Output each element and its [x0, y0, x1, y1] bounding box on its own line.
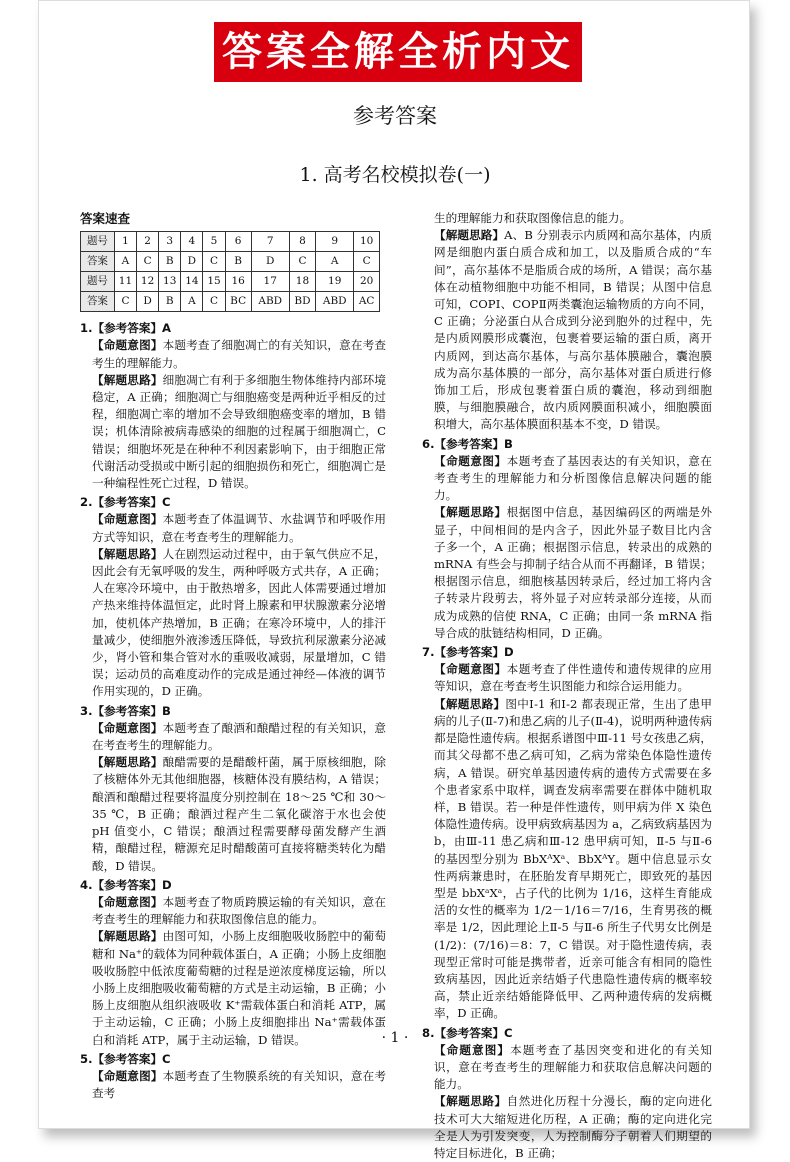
intent-label: 【命题意图】 [92, 1068, 163, 1083]
table-cell: 12 [137, 272, 159, 292]
intent-text: 本题考查了基因突变和进化的有关知识，意在考查考生的理解能力和获取信息解决问题的能力。 [434, 1042, 712, 1092]
table-cell: 答案 [81, 292, 115, 312]
table-cell: A [181, 292, 203, 312]
explanation-paragraph [80, 372, 386, 492]
intent-continuation: 生的理解能力和获取图像信息的能力。 [434, 211, 632, 225]
page-number: · 1 · [381, 1030, 409, 1046]
explanation-paragraph [422, 1093, 712, 1162]
intent-paragraph [422, 1042, 712, 1094]
table-cell: 14 [181, 272, 203, 292]
table-cell: 7 [251, 232, 289, 252]
table-cell: 3 [159, 232, 181, 252]
intent-label: 【命题意图】 [92, 720, 163, 735]
explanation-text: 酿醋需要的是醋酸杆菌，属于原核细胞，除了核糖体外无其他细胞器，核糖体没有膜结构，A 错误；酿酒和酿醋过程要将温度分别控制在 18～25 ℃和 30～35 ℃，B 正确；酿酒过程产生二氧化碳溶于水也会使 pH 值变小，C 错误；酿酒过程需要酵母菌发酵产生酒精，酿醋过程，糖源充足时醋酸菌可直接将糖类转化为醋酸，D 错误。 [92, 755, 386, 873]
intent-text: 本题考查了体温调节、水盐调节和呼吸作用方式等知识，意在考查考生的理解能力。 [92, 512, 386, 544]
explanation-paragraph [422, 696, 712, 1023]
table-cell: C [203, 252, 225, 272]
table-cell: 15 [203, 272, 225, 292]
table-cell: B [225, 252, 251, 272]
table-cell: C [114, 292, 136, 312]
table-row [81, 232, 380, 252]
explanation-paragraph [80, 546, 386, 701]
table-cell: C [137, 252, 159, 272]
table-cell: 1 [114, 232, 136, 252]
intent-label: 【命题意图】 [434, 662, 507, 677]
table-cell: A [316, 252, 354, 272]
table-cell: 4 [181, 232, 203, 252]
explanation-text: 图中Ⅰ-1 和Ⅰ-2 都表现正常，生出了患甲病的儿子(Ⅱ-7)和患乙病的儿子(Ⅱ-4)，说明两种遗传病都是隐性遗传病。根据系谱图中Ⅲ-11 号女孩患乙病，而其父母都不患乙病可知，乙病为常染色体隐性遗传病，A 错误。研究单基因遗传病的遗传方式需要在多个患者家系中取样，调查发病率需要在群体中随机取样，B 错误。若一种是伴性遗传，则甲病为伴 X 染色体隐性遗传病。设甲病致病基因为 a，乙病致病基因为 b，由Ⅲ-11 患乙病和Ⅲ-12 患甲病可知，Ⅱ-5 与Ⅱ-6 的基因型分别为 BbXᴬXᵃ、BbXᴬY。题中信息显示女性两病兼患时，在胚胎发育早期死亡，即致死的基因型是 bbXᵃXᵃ，占子代的比例为 1/16，这样生育能成活的女性的概率为 1/2－1/16＝7/16，生育男孩的概率是 1/2，因此理论上Ⅱ-5 与Ⅱ-6 所生子代男女比例是(1/2)：(7/16)＝8：7，C 错误。对于隐性遗传病，表现型正常时可能是携带者，近亲可能含有相同的隐性致病基因，因此近亲结婚子代患隐性遗传病的概率较高，禁止近亲结婚能降低甲、乙两种遗传病的发病概率，D 正确。 [434, 696, 712, 1021]
intent-label: 【命题意图】 [434, 1042, 511, 1057]
table-cell: C [354, 252, 380, 272]
table-cell: ABD [251, 292, 289, 312]
explanation-text: 细胞凋亡有利于多细胞生物体维持内部环境稳定，A 正确；细胞凋亡与细胞癌变是两种近乎相反的过程，细胞凋亡率的增加不会导致细胞癌变率的增加，B 错误；机体清除被病毒感染的细胞的过程属于细胞凋亡，C 错误；细胞坏死是在种种不利因素影响下，由于细胞正常代谢活动受损或中断引起的细胞损伤和死亡，细胞凋亡是一种编程性死亡过程，D 错误。 [92, 372, 386, 491]
table-row [81, 292, 380, 312]
table-cell: 6 [225, 232, 251, 252]
answer-heading: 7.【参考答案】D [422, 645, 514, 660]
explanation-text: 人在剧烈运动过程中，由于氧气供应不足，因此会有无氧呼吸的发生，两种呼吸方式共存，A 正确；人在寒冷环境中，由于散热增多，因此人体需要通过增加产热来维持体温恒定，此时肾上腺素和甲状腺激素分泌增加，使机体产热增加，B 正确；在寒冷环境中，人的排汗量减少，使细胞外液渗透压降低，导致抗利尿激素分泌减少，肾小管和集合管对水的重吸收减弱，尿量增加，C 错误；运动员的高难度动作的完成是通过神经—体液的调节作用实现的，D 正确。 [92, 546, 386, 699]
intent-text: 本题考查了细胞凋亡的有关知识，意在考查考生的理解能力。 [92, 338, 386, 370]
answer-heading: 8.【参考答案】C [422, 1025, 513, 1040]
right-column [422, 210, 712, 1162]
intent-paragraph [80, 511, 386, 545]
explanation-label: 【解题思路】 [434, 228, 505, 243]
table-cell: B [159, 292, 181, 312]
table-cell: B [159, 252, 181, 272]
intent-paragraph [80, 894, 386, 928]
table-cell: 2 [137, 232, 159, 252]
table-cell: 题号 [81, 232, 115, 252]
exam-subtitle: 1. 高考名校模拟卷(一) [299, 164, 491, 186]
table-cell: BD [289, 292, 315, 312]
answer-heading: 4.【参考答案】D [80, 877, 172, 892]
explanation-label: 【解题思路】 [92, 372, 163, 387]
quick-answer-table [80, 231, 380, 312]
explanation-text: 自然进化历程十分漫长，酶的定向进化技术可大大缩短进化历程，A 正确；酶的定向进化完全是人为引发突变，人为控制酶分子朝着人们期望的特定目标进化，B 正确； [434, 1094, 712, 1160]
explanation-paragraph [422, 227, 712, 433]
table-cell: 5 [203, 232, 225, 252]
explanation-text: 由图可知，小肠上皮细胞吸收肠腔中的葡萄糖和 Na⁺的载体为同种载体蛋白，A 正确；小肠上皮细胞吸收肠腔中低浓度葡萄糖的过程是逆浓度梯度运输，所以小肠上皮细胞吸收葡萄糖的方式是主动运输，B 正确；小肠上皮细胞从组织液吸收 K⁺需载体蛋白和消耗 ATP，属于主动运输，C 正确；小肠上皮细胞排出 Na⁺需载体蛋白和消耗 ATP，属于主动运输，D 错误。 [92, 929, 386, 1047]
explanation-paragraph [80, 754, 386, 874]
intent-paragraph [80, 720, 386, 754]
table-cell: 17 [251, 272, 289, 292]
answer-heading: 5.【参考答案】C [80, 1051, 171, 1066]
table-cell: D [181, 252, 203, 272]
intent-label: 【命题意图】 [92, 512, 163, 527]
table-cell: 8 [289, 232, 315, 252]
table-cell: 答案 [81, 252, 115, 272]
explanation-label: 【解题思路】 [434, 696, 506, 711]
explanation-text: 根据图中信息，基因编码区的两端是外显子，中间相间的是内含子，因此外显子数目比内含子多一个，A 正确；根据图示信息，转录出的成熟的 mRNA 有些会与抑制子结合从而不再翻译，B 错误；根据图示信息，细胞核基因转录后，经过加工将内含子转录片段剪去，将外显子对应转录部分连接，从而成为成熟的信使 RNA，C 正确；由同一条 mRNA 指导合成的肽链结构相同，D 正确。 [434, 505, 712, 640]
table-row [81, 272, 380, 292]
intent-text: 本题考查了物质跨膜运输的有关知识，意在考查考生的理解能力和获取图像信息的能力。 [92, 894, 386, 927]
table-cell: 11 [114, 272, 136, 292]
answer-heading: 6.【参考答案】B [422, 436, 513, 451]
page-title: 参考答案 [353, 104, 437, 128]
intent-text: 本题考查了酿酒和酿醋过程的有关知识，意在考查考生的理解能力。 [92, 720, 386, 753]
intent-label: 【命题意图】 [92, 338, 163, 353]
table-cell: D [251, 252, 289, 272]
table-cell: 20 [354, 272, 380, 292]
quick-answer-heading: 答案速查 [80, 211, 131, 226]
explanation-label: 【解题思路】 [434, 505, 507, 520]
table-cell: ABD [316, 292, 354, 312]
table-cell: 9 [316, 232, 354, 252]
explanation-label: 【解题思路】 [92, 755, 163, 770]
table-cell: 19 [316, 272, 354, 292]
table-cell: C [203, 292, 225, 312]
table-cell: D [137, 292, 159, 312]
intent-label: 【命题意图】 [92, 894, 163, 909]
answer-heading: 1.【参考答案】A [80, 321, 172, 336]
explanation-text: A、B 分别表示内质网和高尔基体，内质网是细胞内蛋白质合成和加工，以及脂质合成的“车间”，高尔基体不是脂质合成的场所，A 错误；高尔基体在动植物细胞中功能不相同，B 错误；从图中信息可知，COPⅠ、COPⅡ两类囊泡运输物质的方向不同，C 正确；分泌蛋白从合成到分泌到胞外的过程中，先是内质网膜形成囊泡，包裹着要运输的蛋白质，离开内质网，到达高尔基体，与高尔基体膜融合，囊泡膜成为高尔基体膜的一部分，高尔基体对蛋白质进行修饰加工后，形成包裹着蛋白质的囊泡，移动到细胞膜，与细胞膜融合，故内质网膜面积减小，细胞膜面积增大，高尔基体膜面积基本不变，D 错误。 [434, 228, 712, 432]
intent-paragraph [80, 337, 386, 371]
intent-text: 本题考查了伴性遗传和遗传规律的应用等知识，意在考查考生识图能力和综合运用能力。 [434, 662, 712, 694]
intent-paragraph [422, 453, 712, 505]
explanation-label: 【解题思路】 [92, 929, 163, 944]
intent-paragraph [422, 661, 712, 695]
left-column [80, 210, 386, 1102]
explanation-label: 【解题思路】 [92, 546, 163, 561]
answer-heading: 3.【参考答案】B [80, 703, 171, 718]
answer-heading: 2.【参考答案】C [80, 495, 171, 510]
intent-paragraph [80, 1068, 386, 1102]
table-cell: 16 [225, 272, 251, 292]
intent-text: 本题考查了基因表达的有关知识，意在考查考生的理解能力和分析图像信息解决问题的能力。 [434, 453, 712, 503]
table-cell: 题号 [81, 272, 115, 292]
table-cell: 18 [289, 272, 315, 292]
table-cell: AC [354, 292, 380, 312]
table-cell: BC [225, 292, 251, 312]
table-cell: 13 [159, 272, 181, 292]
explanation-label: 【解题思路】 [434, 1094, 507, 1109]
explanation-paragraph [422, 504, 712, 642]
table-cell: 10 [354, 232, 380, 252]
table-cell: C [289, 252, 315, 272]
table-row [81, 252, 380, 272]
intent-label: 【命题意图】 [434, 453, 507, 468]
banner-title: 答案全解全析内文 [214, 22, 582, 82]
table-cell: A [114, 252, 136, 272]
intent-text: 本题考查了生物膜系统的有关知识，意在考查考 [92, 1068, 386, 1101]
